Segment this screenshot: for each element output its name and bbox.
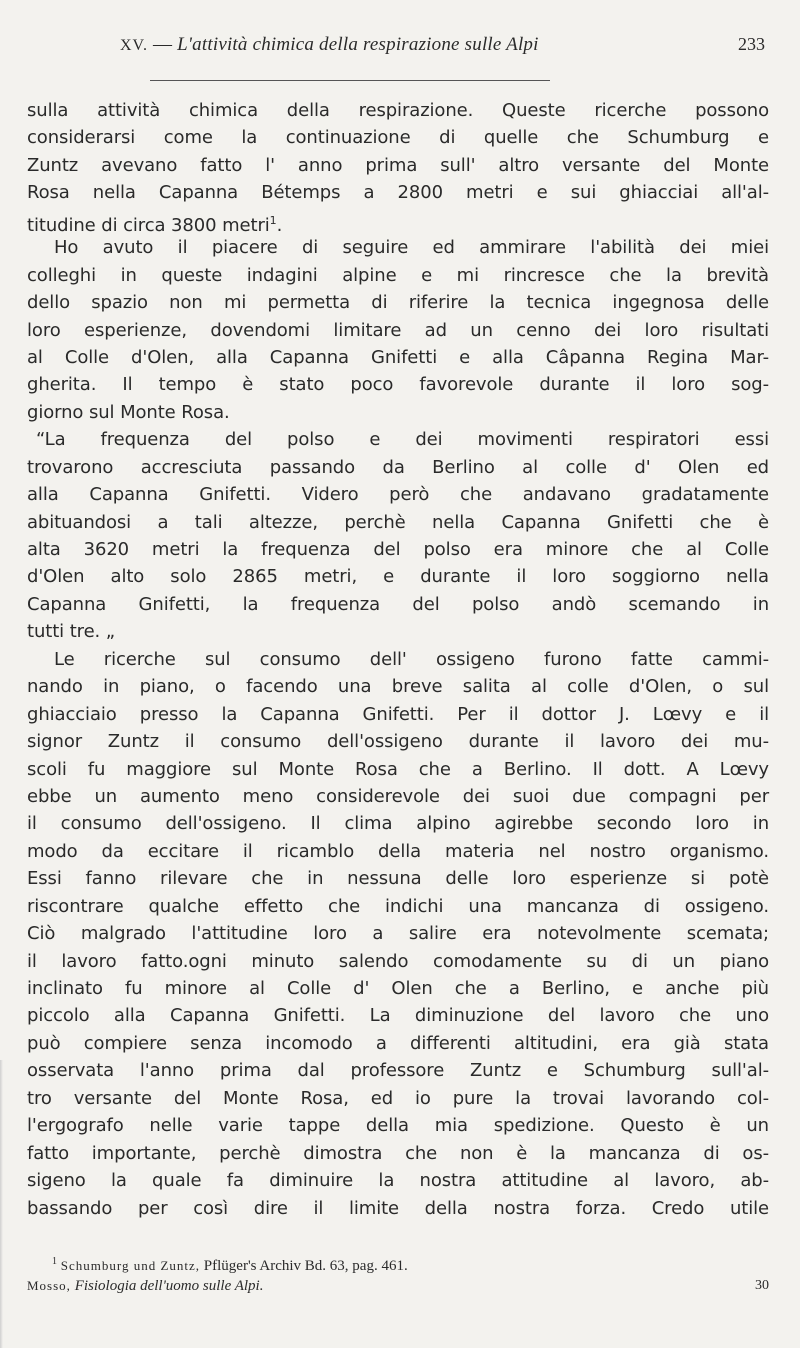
footnote xyxy=(27,1250,769,1274)
signature-author: Mosso, xyxy=(27,1278,71,1293)
text-line: piccolo alla Capanna Gnifetti. La diminuzione del lavoro che uno xyxy=(27,1005,769,1027)
text-line: Essi fanno rilevare che in nessuna delle loro esperienze si potè xyxy=(27,868,769,890)
text-line: dello spazio non mi permetta di riferire la tecnica ingegnosa delle xyxy=(27,292,769,314)
footnote-number: 1 xyxy=(52,1256,57,1267)
text-line: tutti tre. „ xyxy=(27,621,116,643)
signature-mark: 30 xyxy=(755,1278,769,1293)
text-line: Ho avuto il piacere di seguire ed ammirare l'abilità dei miei xyxy=(54,237,769,259)
page-number: 233 xyxy=(738,34,765,54)
text-line: osservata l'anno prima dal professore Zuntz e Schumburg sull'al- xyxy=(27,1060,769,1082)
signature-book: Fisiologia dell'uomo sulle Alpi. xyxy=(74,1278,264,1294)
running-header xyxy=(120,34,765,60)
signature-line xyxy=(27,1274,769,1298)
header-rule xyxy=(150,80,550,81)
text-line: colleghi in queste indagini alpine e mi rincresce che la brevità xyxy=(27,264,769,286)
text-line: Ciò malgrado l'attitudine loro a salire era notevolmente scemata; xyxy=(27,923,769,945)
text-line: l'ergografo nelle varie tappe della mia spedizione. Questo è un xyxy=(27,1115,769,1137)
text-line: scoli fu maggiore sul Monte Rosa che a Berlino. Il dott. A Lœvy xyxy=(27,758,769,780)
text-line: Capanna Gnifetti, la frequenza del polso andò scemando in xyxy=(27,593,769,615)
text-line: sigeno la quale fa diminuire la nostra attitudine al lavoro, ab- xyxy=(27,1170,769,1192)
text-line: trovarono accresciuta passando da Berlino al colle d' Olen ed xyxy=(27,456,769,478)
text-line: gherita. Il tempo è stato poco favorevole durante il loro sog- xyxy=(27,374,769,396)
header-title-line xyxy=(120,34,539,56)
text-line: inclinato fu minore al Colle d' Olen che a Berlino, e anche più xyxy=(27,978,769,999)
text-line: Le ricerche sul consumo dell' ossigeno furono fatte cammi- xyxy=(54,648,769,670)
scan-edge-shadow xyxy=(0,1060,3,1348)
text-line-content: titudine di circa 3800 metri xyxy=(27,214,270,236)
text-line: fatto importante, perchè dimostra che non è la mancanza di os- xyxy=(27,1142,769,1164)
text-line: ghiacciaio presso la Capanna Gnifetti. Per il dottor J. Lœvy e il xyxy=(27,703,769,725)
text-line: Zuntz avevano fatto l' anno prima sull' altro versante del Monte xyxy=(27,154,769,176)
text-line: sulla attività chimica della respirazione. Queste ricerche possono xyxy=(27,100,769,121)
text-line: al Colle d'Olen, alla Capanna Gnifetti e alla Câpanna Regina Mar- xyxy=(27,346,769,368)
footnote-citation: Pflüger's Archiv Bd. 63, pag. 461. xyxy=(203,1258,408,1274)
text-line: alla Capanna Gnifetti. Videro però che andavano gradatamente xyxy=(27,484,769,506)
text-line: può compiere senza incomodo a differenti altitudini, era già stata xyxy=(27,1032,769,1054)
text-line: considerarsi come la continuazione di quelle che Schumburg e xyxy=(27,127,769,149)
text-line: modo da eccitare il ricamblo della materia nel nostro organismo. xyxy=(27,840,769,862)
chapter-number: XV. xyxy=(120,37,149,54)
text-line: giorno sul Monte Rosa. xyxy=(27,401,230,423)
text-line: Rosa nella Capanna Bétemps a 2800 metri e sui ghiacciai all'al- xyxy=(27,182,769,204)
header-dash: — xyxy=(153,34,173,55)
footnote-marker: 1 xyxy=(269,213,277,227)
text-line: riscontrare qualche effetto che indichi una mancanza di ossigeno. xyxy=(27,895,769,917)
text-line: il lavoro fatto.ogni minuto salendo comodamente su di un piano xyxy=(27,950,769,972)
text-line: “La frequenza del polso e dei movimenti respiratori essi xyxy=(36,429,769,451)
text-line: tro versante del Monte Rosa, ed io pure la trovai lavorando col- xyxy=(27,1087,769,1109)
text-line: abituandosi a tali altezze, perchè nella Capanna Gnifetti che è xyxy=(27,511,769,533)
footnotes xyxy=(27,1250,769,1298)
text-line: loro esperienze, dovendomi limitare ad un cenno dei loro risultati xyxy=(27,319,769,341)
text-line: d'Olen alto solo 2865 metri, e durante il loro soggiorno nella xyxy=(27,566,769,588)
text-line: nando in piano, o facendo una breve salita al colle d'Olen, o sul xyxy=(27,676,769,698)
text-line: bassando per così dire il limite della nostra forza. Credo utile xyxy=(27,1197,769,1219)
chapter-title: L'attività chimica della respirazione sulle Alpi xyxy=(177,34,539,55)
text-line: il consumo dell'ossigeno. Il clima alpino agirebbe secondo loro in xyxy=(27,813,769,835)
body-text xyxy=(27,97,769,1222)
text-line: alta 3620 metri la frequenza del polso era minore che al Colle xyxy=(27,539,769,560)
text-line: titudine di circa 3800 metri$^1$. xyxy=(27,213,283,236)
text-line: ebbe un aumento meno considerevole dei suoi due compagni per xyxy=(27,785,769,807)
footnote-authors: Schumburg und Zuntz, xyxy=(60,1258,201,1273)
text-line: signor Zuntz il consumo dell'ossigeno durante il lavoro dei mu- xyxy=(27,731,769,753)
